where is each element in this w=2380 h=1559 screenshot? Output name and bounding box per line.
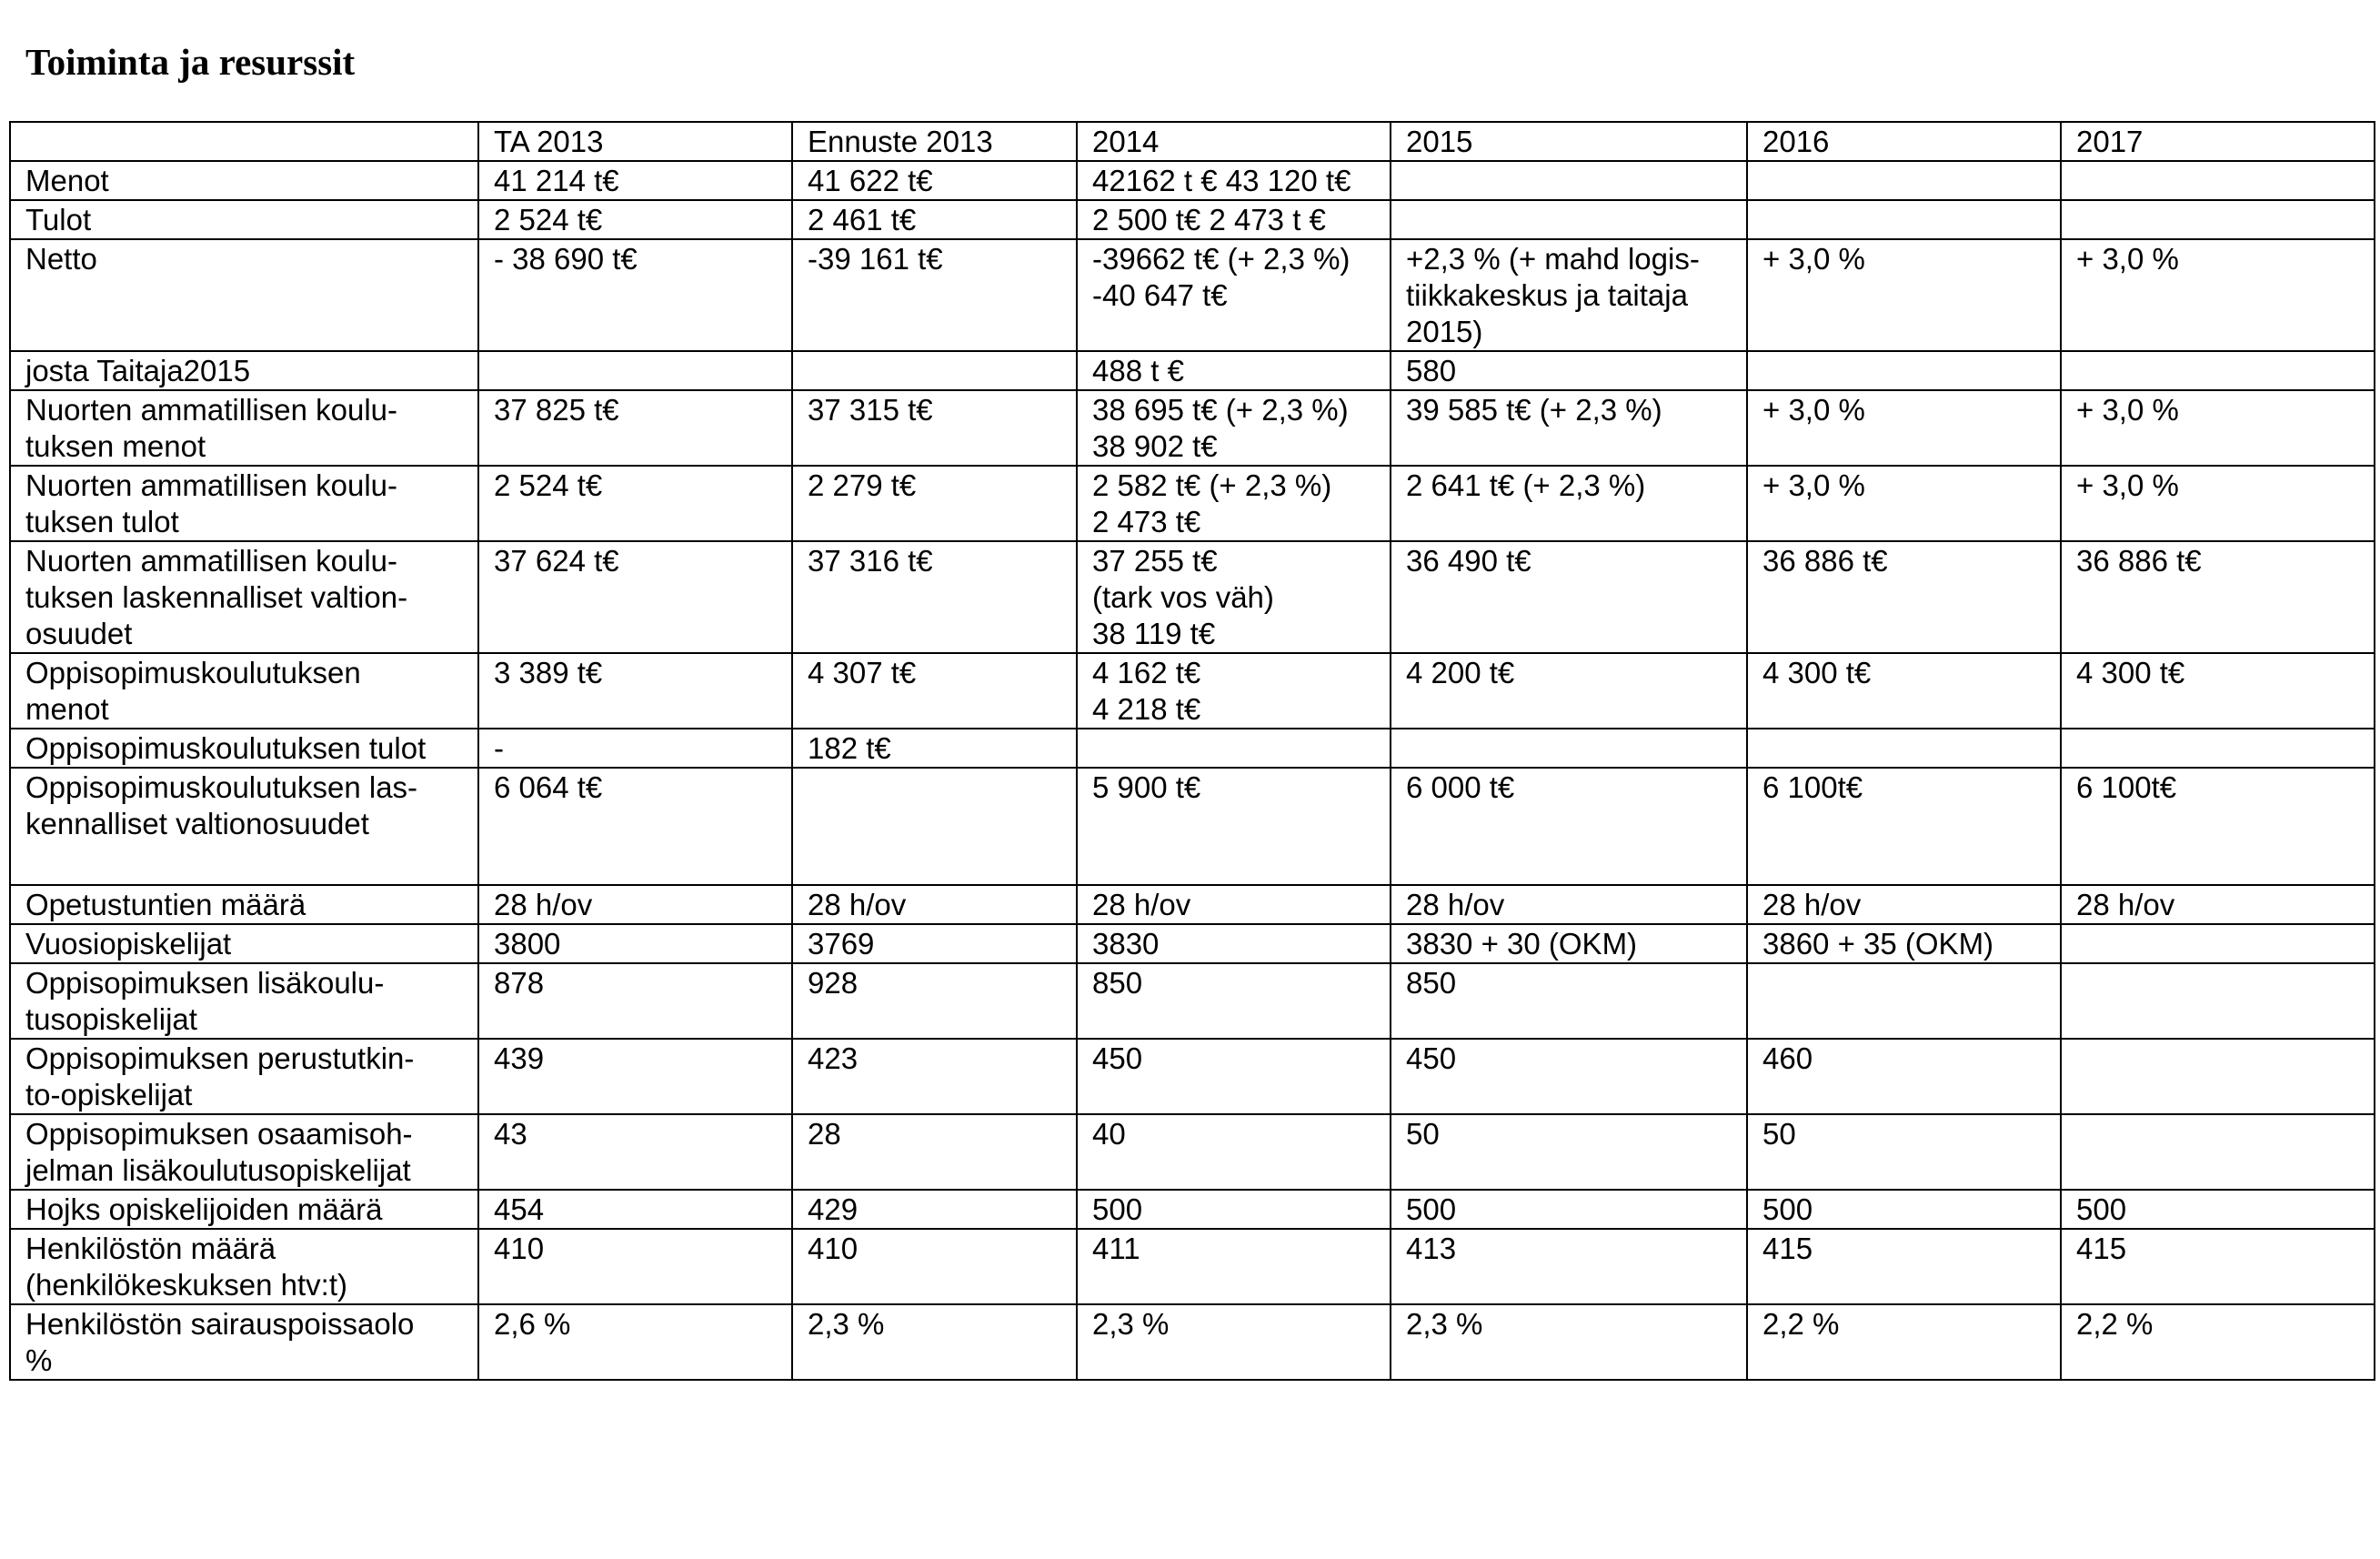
value-cell: 5 900 t€	[1077, 768, 1391, 885]
value-cell	[792, 768, 1077, 885]
value-cell	[2061, 1039, 2375, 1114]
value-cell: 43	[478, 1114, 792, 1190]
table-row	[10, 200, 2375, 239]
value-cell: + 3,0 %	[2061, 466, 2375, 541]
value-cell: 4 162 t€ 4 218 t€	[1077, 653, 1391, 729]
value-cell: 36 886 t€	[2061, 541, 2375, 653]
row-label-cell: Oppisopimuskoulutuksen tulot	[10, 729, 478, 768]
resources-table	[9, 121, 2375, 1381]
value-cell: 38 695 t€ (+ 2,3 %) 38 902 t€	[1077, 390, 1391, 466]
value-cell: 2,2 %	[1747, 1304, 2061, 1380]
value-cell: 2 279 t€	[792, 466, 1077, 541]
value-cell: 6 100t€	[1747, 768, 2061, 885]
row-label-cell: Nuorten ammatillisen koulu- tuksen tulot	[10, 466, 478, 541]
value-cell: 429	[792, 1190, 1077, 1229]
value-cell: 28 h/ov	[478, 885, 792, 924]
row-label-cell: Menot	[10, 161, 478, 200]
value-cell: 3800	[478, 924, 792, 963]
table-row	[10, 924, 2375, 963]
value-cell: 2,6 %	[478, 1304, 792, 1380]
value-cell: + 3,0 %	[1747, 239, 2061, 351]
value-cell: 50	[1391, 1114, 1747, 1190]
row-label-cell: Opetustuntien määrä	[10, 885, 478, 924]
value-cell: 423	[792, 1039, 1077, 1114]
value-cell	[1747, 161, 2061, 200]
value-cell: 580	[1391, 351, 1747, 390]
table-row	[10, 351, 2375, 390]
value-cell: 41 622 t€	[792, 161, 1077, 200]
value-cell: 2 524 t€	[478, 466, 792, 541]
row-label-cell: Oppisopimuksen perustutkin- to-opiskelijat	[10, 1039, 478, 1114]
value-cell: 928	[792, 963, 1077, 1039]
value-cell: 2 582 t€ (+ 2,3 %) 2 473 t€	[1077, 466, 1391, 541]
value-cell: 28 h/ov	[1077, 885, 1391, 924]
value-cell: -	[478, 729, 792, 768]
value-cell: 2 500 t€ 2 473 t €	[1077, 200, 1391, 239]
header-cell: 2017	[2061, 122, 2375, 161]
value-cell: 37 825 t€	[478, 390, 792, 466]
table-row	[10, 729, 2375, 768]
value-cell: 4 200 t€	[1391, 653, 1747, 729]
value-cell: -39662 t€ (+ 2,3 %) -40 647 t€	[1077, 239, 1391, 351]
value-cell: 500	[1391, 1190, 1747, 1229]
value-cell: 2 641 t€ (+ 2,3 %)	[1391, 466, 1747, 541]
value-cell	[2061, 729, 2375, 768]
table-row	[10, 239, 2375, 351]
row-label-cell: Nuorten ammatillisen koulu- tuksen laskennalliset valtion- osuudet	[10, 541, 478, 653]
value-cell	[1391, 161, 1747, 200]
value-cell	[2061, 200, 2375, 239]
value-cell: 28	[792, 1114, 1077, 1190]
value-cell: 450	[1077, 1039, 1391, 1114]
value-cell	[2061, 351, 2375, 390]
table-row	[10, 653, 2375, 729]
value-cell	[2061, 161, 2375, 200]
value-cell: 410	[792, 1229, 1077, 1304]
value-cell	[1747, 351, 2061, 390]
row-label-cell: Oppisopimuskoulutuksen menot	[10, 653, 478, 729]
value-cell	[1391, 200, 1747, 239]
value-cell: 3860 + 35 (OKM)	[1747, 924, 2061, 963]
value-cell: 42162 t € 43 120 t€	[1077, 161, 1391, 200]
value-cell: 439	[478, 1039, 792, 1114]
value-cell: 6 100t€	[2061, 768, 2375, 885]
row-label-cell: Tulot	[10, 200, 478, 239]
value-cell: 2 461 t€	[792, 200, 1077, 239]
table-row	[10, 963, 2375, 1039]
value-cell: 500	[2061, 1190, 2375, 1229]
value-cell	[2061, 963, 2375, 1039]
header-cell: TA 2013	[478, 122, 792, 161]
value-cell: 182 t€	[792, 729, 1077, 768]
value-cell	[1391, 729, 1747, 768]
table-row	[10, 768, 2375, 885]
value-cell	[1747, 963, 2061, 1039]
value-cell: 40	[1077, 1114, 1391, 1190]
header-cell	[10, 122, 478, 161]
value-cell: 4 307 t€	[792, 653, 1077, 729]
page-title: Toiminta ja resurssit	[25, 41, 356, 83]
table-row	[10, 885, 2375, 924]
value-cell	[2061, 1114, 2375, 1190]
value-cell: 36 490 t€	[1391, 541, 1747, 653]
value-cell: 413	[1391, 1229, 1747, 1304]
value-cell: + 3,0 %	[2061, 239, 2375, 351]
value-cell: 2 524 t€	[478, 200, 792, 239]
value-cell: 2,2 %	[2061, 1304, 2375, 1380]
table-row	[10, 466, 2375, 541]
value-cell: -39 161 t€	[792, 239, 1077, 351]
value-cell: 850	[1391, 963, 1747, 1039]
value-cell: 41 214 t€	[478, 161, 792, 200]
value-cell: 28 h/ov	[2061, 885, 2375, 924]
value-cell: 2,3 %	[792, 1304, 1077, 1380]
value-cell: - 38 690 t€	[478, 239, 792, 351]
value-cell: 3830 + 30 (OKM)	[1391, 924, 1747, 963]
table-row	[10, 1039, 2375, 1114]
value-cell: 450	[1391, 1039, 1747, 1114]
table-row	[10, 1114, 2375, 1190]
value-cell	[478, 351, 792, 390]
header-cell: 2016	[1747, 122, 2061, 161]
value-cell: 500	[1077, 1190, 1391, 1229]
table-row	[10, 390, 2375, 466]
value-cell	[1077, 729, 1391, 768]
value-cell: 850	[1077, 963, 1391, 1039]
table-row	[10, 1190, 2375, 1229]
value-cell: 50	[1747, 1114, 2061, 1190]
value-cell: 4 300 t€	[2061, 653, 2375, 729]
value-cell: 6 000 t€	[1391, 768, 1747, 885]
value-cell: 410	[478, 1229, 792, 1304]
value-cell	[792, 351, 1077, 390]
value-cell: 36 886 t€	[1747, 541, 2061, 653]
value-cell	[2061, 924, 2375, 963]
value-cell: 37 255 t€ (tark vos väh) 38 119 t€	[1077, 541, 1391, 653]
table-row	[10, 161, 2375, 200]
value-cell: + 3,0 %	[1747, 390, 2061, 466]
row-label-cell: Henkilöstön määrä (henkilökeskuksen htv:t)	[10, 1229, 478, 1304]
value-cell: 415	[1747, 1229, 2061, 1304]
value-cell: 3830	[1077, 924, 1391, 963]
value-cell	[1747, 729, 2061, 768]
row-label-cell: Netto	[10, 239, 478, 351]
table-row	[10, 541, 2375, 653]
value-cell: 3 389 t€	[478, 653, 792, 729]
value-cell: 2,3 %	[1391, 1304, 1747, 1380]
row-label-cell: Oppisopimuksen osaamisoh- jelman lisäkoulutusopiskelijat	[10, 1114, 478, 1190]
value-cell: 454	[478, 1190, 792, 1229]
value-cell: + 3,0 %	[1747, 466, 2061, 541]
row-label-cell: Nuorten ammatillisen koulu- tuksen menot	[10, 390, 478, 466]
value-cell: 28 h/ov	[1747, 885, 2061, 924]
value-cell: 28 h/ov	[792, 885, 1077, 924]
value-cell: 500	[1747, 1190, 2061, 1229]
value-cell: 37 315 t€	[792, 390, 1077, 466]
row-label-cell: josta Taitaja2015	[10, 351, 478, 390]
resources-table-body	[10, 122, 2375, 1380]
row-label-cell: Hojks opiskelijoiden määrä	[10, 1190, 478, 1229]
value-cell: 488 t €	[1077, 351, 1391, 390]
header-cell: 2014	[1077, 122, 1391, 161]
value-cell: 28 h/ov	[1391, 885, 1747, 924]
value-cell: 411	[1077, 1229, 1391, 1304]
value-cell: 37 316 t€	[792, 541, 1077, 653]
value-cell: 878	[478, 963, 792, 1039]
header-cell: 2015	[1391, 122, 1747, 161]
value-cell: 39 585 t€ (+ 2,3 %)	[1391, 390, 1747, 466]
value-cell: 460	[1747, 1039, 2061, 1114]
value-cell: 4 300 t€	[1747, 653, 2061, 729]
row-label-cell: Oppisopimuksen lisäkoulu- tusopiskelijat	[10, 963, 478, 1039]
value-cell: 37 624 t€	[478, 541, 792, 653]
value-cell: 6 064 t€	[478, 768, 792, 885]
header-cell: Ennuste 2013	[792, 122, 1077, 161]
row-label-cell: Henkilöstön sairauspoissaolo %	[10, 1304, 478, 1380]
table-row	[10, 1304, 2375, 1380]
table-header-row	[10, 122, 2375, 161]
value-cell	[1747, 200, 2061, 239]
table-row	[10, 1229, 2375, 1304]
value-cell: 3769	[792, 924, 1077, 963]
value-cell: 415	[2061, 1229, 2375, 1304]
value-cell: + 3,0 %	[2061, 390, 2375, 466]
value-cell: 2,3 %	[1077, 1304, 1391, 1380]
row-label-cell: Oppisopimuskoulutuksen las- kennalliset valtionosuudet	[10, 768, 478, 885]
row-label-cell: Vuosiopiskelijat	[10, 924, 478, 963]
value-cell: +2,3 % (+ mahd logis- tiikkakeskus ja taitaja 2015)	[1391, 239, 1747, 351]
